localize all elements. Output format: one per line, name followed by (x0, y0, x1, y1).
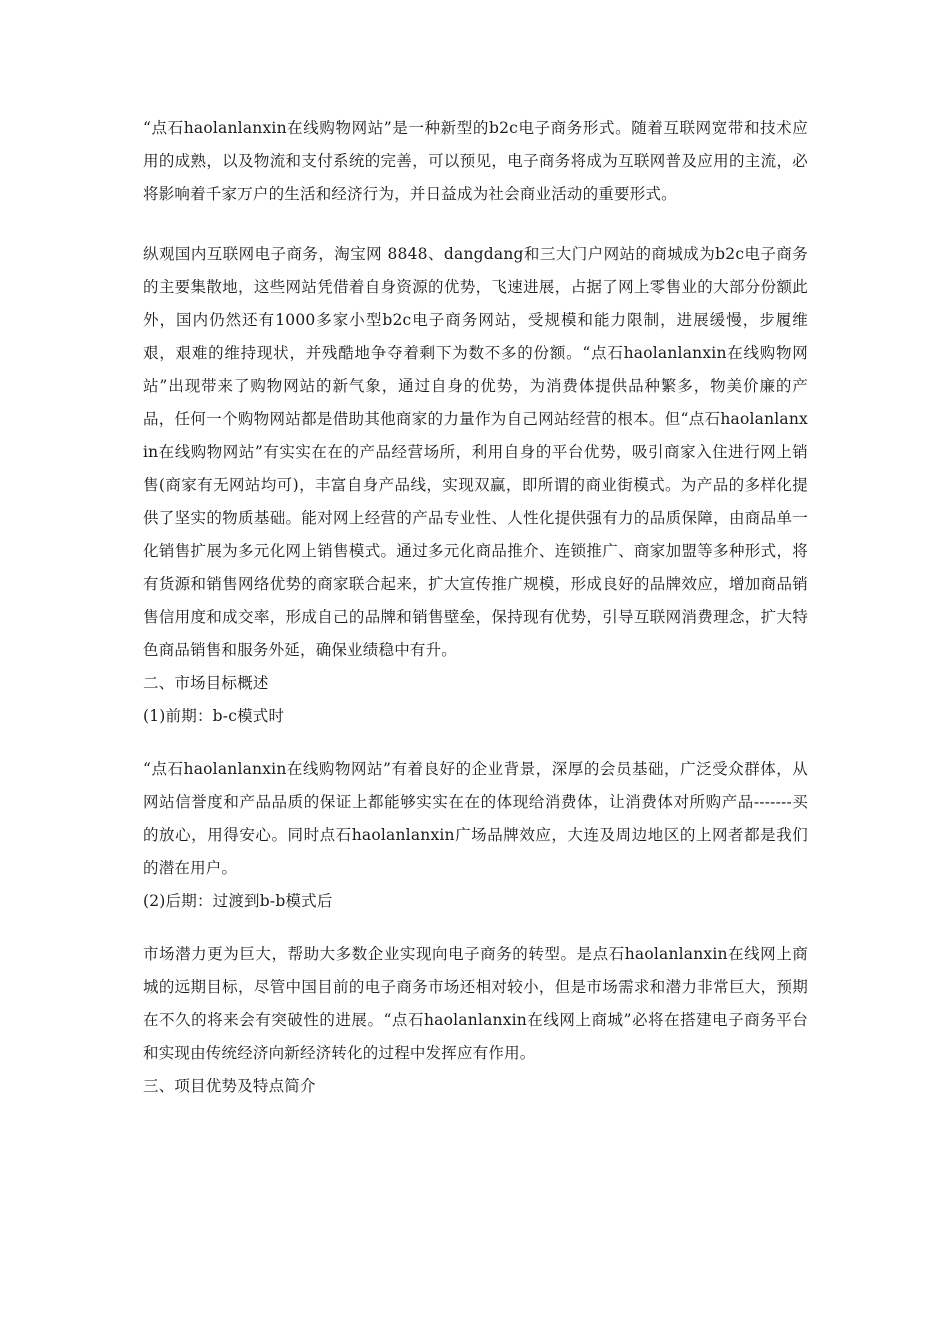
intro-paragraph: “点石haolanlanxin在线购物网站”是一种新型的b2c电子商务形式。随着互联网宽带和技术应用的成熟，以及物流和支付系统的完善，可以预见，电子商务将成为互联网普及应用的主流，必将影响着千家万户的生活和经济行为，并日益成为社会商业活动的重要形式。 (143, 119, 808, 203)
document-body (143, 112, 808, 1103)
section-heading-project-advantages: 三、项目优势及特点简介 (143, 1077, 316, 1095)
later-stage-paragraph: 市场潜力更为巨大，帮助大多数企业实现向电子商务的转型。是点石haolanlanxin在线网上商城的远期目标，尽管中国目前的电子商务市场还相对较小，但是市场需求和潜力非常巨大，预期在不久的将来会有突破性的进展。“点石haolanlanxin在线网上商城”必将在搭建电子商务平台和实现由传统经济向新经济转化的过程中发挥应有作用。 (143, 945, 808, 1062)
subheading-later-stage: (2)后期：过渡到b-b模式后 (143, 892, 333, 910)
market-overview-paragraph: 纵观国内互联网电子商务，淘宝网 8848、dangdang和三大门户网站的商城成为b2c电子商务的主要集散地，这些网站凭借着自身资源的优势，飞速进展，占据了网上零售业的大部分份额此外，国内仍然还有1000多家小型b2c电子商务网站，受规模和能力限制，进展缓慢，步履维艰，艰难的维持现状，并残酷地争夺着剩下为数不多的份额。“点石haolanlanxin在线购物网站”出现带来了购物网站的新气象，通过自身的优势，为消费体提供品种繁多，物美价廉的产品，任何一个购物网站都是借助其他商家的力量作为自己网站经营的根本。但“点石haolanlanxin在线购物网站”有实实在在的产品经营场所，利用自身的平台优势，吸引商家入住进行网上销售(商家有无网站均可)，丰富自身产品线，实现双赢，即所谓的商业街模式。为产品的多样化提供了坚实的物质基础。能对网上经营的产品专业性、人性化提供强有力的品质保障，由商品单一化销售扩展为多元化网上销售模式。通过多元化商品推介、连锁推广、商家加盟等多种形式，将有货源和销售网络优势的商家联合起来，扩大宣传推广规模，形成良好的品牌效应，增加商品销售信用度和成交率，形成自己的品牌和销售壁垒，保持现有优势，引导互联网消费理念，扩大特色商品销售和服务外延，确保业绩稳中有升。 (143, 245, 808, 659)
early-stage-paragraph: “点石haolanlanxin在线购物网站”有着良好的企业背景，深厚的会员基础，广泛受众群体，从网站信誉度和产品品质的保证上都能够实实在在的体现给消费体，让消费体对所购产品-------买的放心，用得安心。同时点石haolanlanxin广场品牌效应，大连及周边地区的上网者都是我们的潜在用户。 (143, 760, 808, 877)
section-heading-market-goals: 二、市场目标概述 (143, 674, 269, 692)
subheading-early-stage: (1)前期：b-c模式时 (143, 707, 285, 725)
